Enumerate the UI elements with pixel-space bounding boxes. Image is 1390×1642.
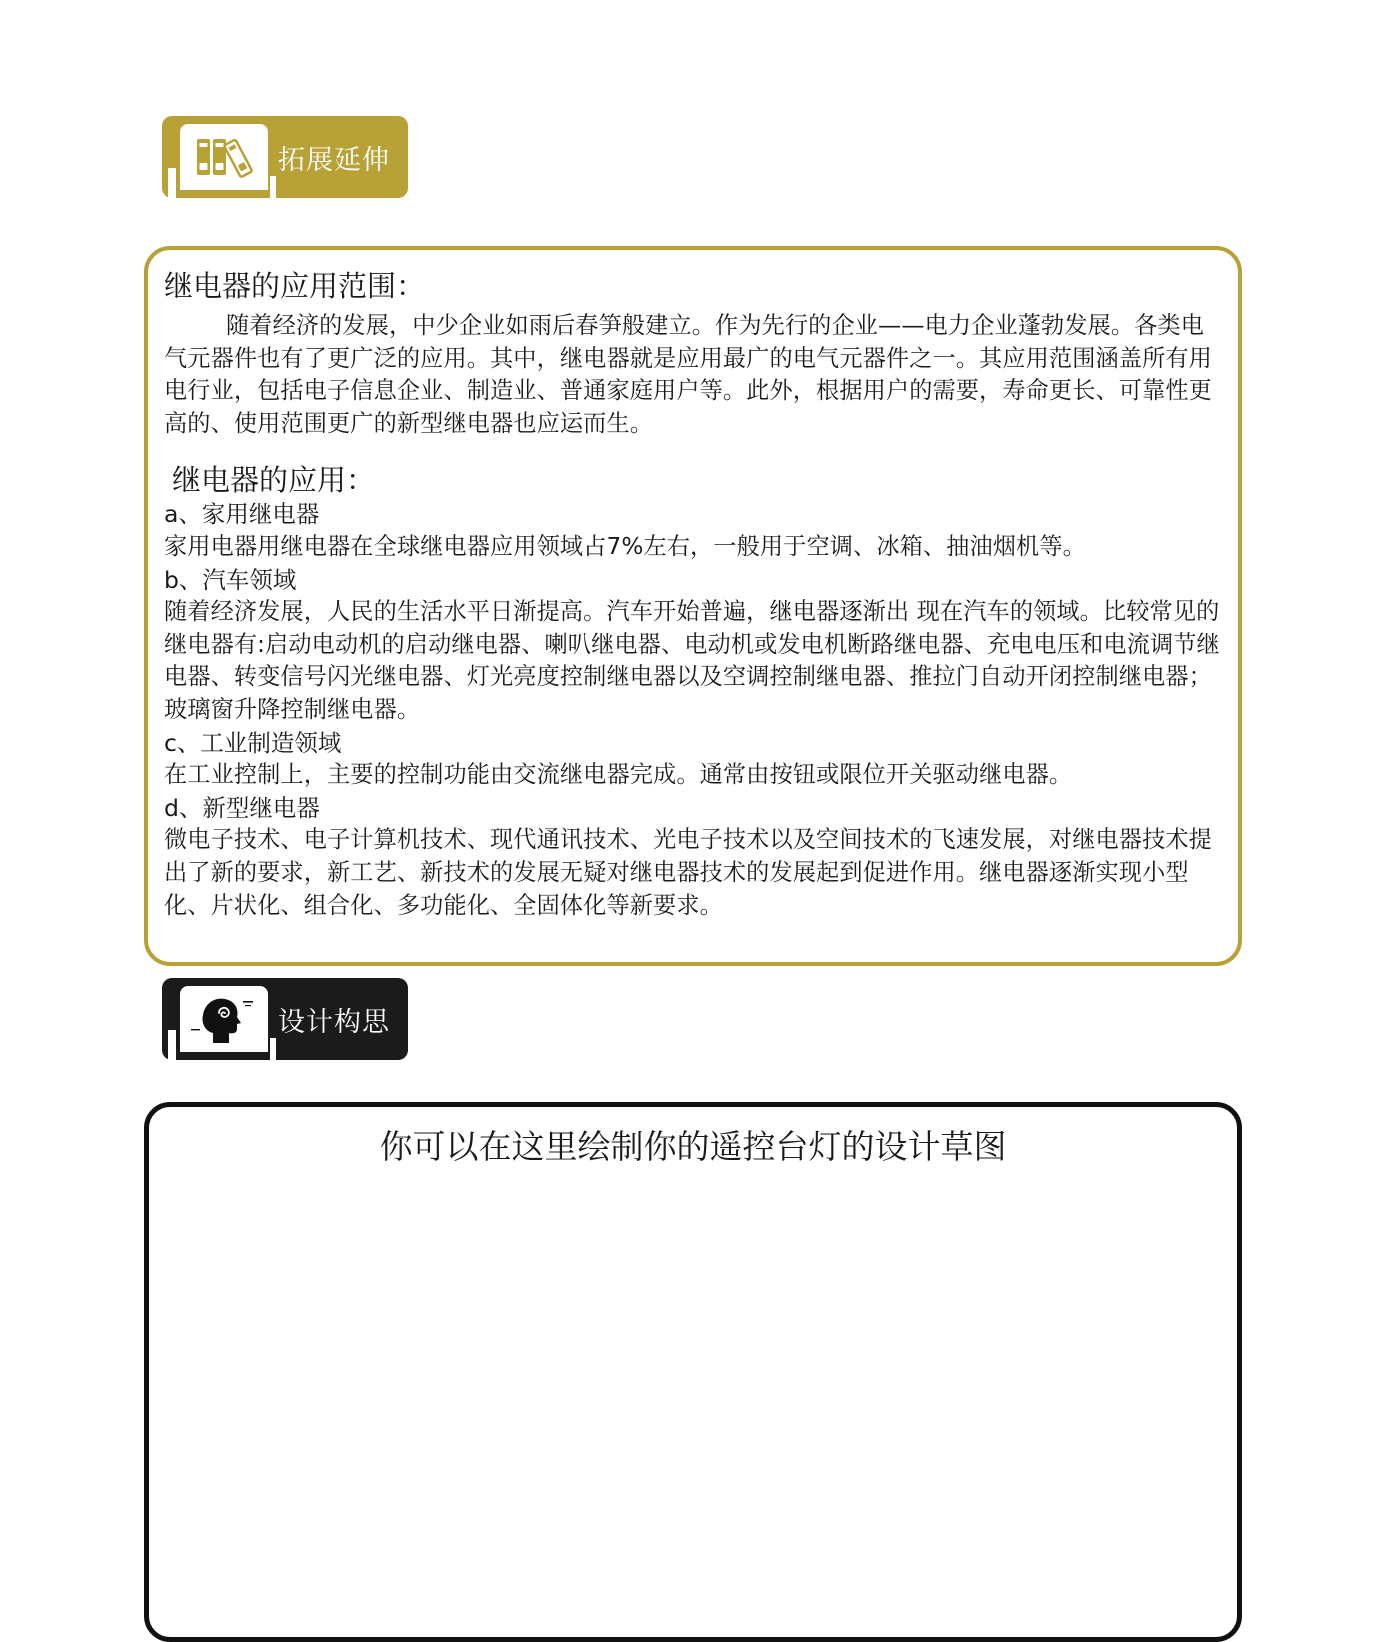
thinking-head-icon	[180, 986, 268, 1052]
books-icon	[180, 124, 268, 190]
application-title-industrial: c、工业制造领域	[164, 728, 342, 757]
extension-section-title: 拓展延伸	[278, 145, 390, 176]
application-title-home: a、家用继电器	[164, 500, 320, 529]
sketch-area-title: 你可以在这里绘制你的遥控台灯的设计草图	[379, 1127, 1007, 1166]
application-title-automotive: b、汽车领域	[164, 565, 297, 594]
scope-paragraph: 随着经济的发展，中少企业如雨后春笋般建立。作为先行的企业——电力企业蓬勃发展。各类电气元器件也有了更广泛的应用。其中，继电器就是应用最广的电气元器件之一。其应用范围涵盖所有用电行业，包括电子信息企业、制造业、普通家庭用户等。此外，根据用户的需要，寿命更长、可靠性更高的、使用范围更广的新型继电器也应运而生。	[164, 312, 1212, 437]
application-title-new-type: d、新型继电器	[164, 793, 320, 822]
application-text-industrial: 在工业控制上，主要的控制功能由交流继电器完成。通常由按钮或限位开关驱动继电器。	[164, 761, 1073, 789]
scope-heading: 继电器的应用范围：	[164, 269, 426, 303]
application-text-new-type: 微电子技术、电子计算机技术、现代通讯技术、光电子技术以及空间技术的飞速发展，对继电器技术提出了新的要求，新工艺、新技术的发展无疑对继电器技术的发展起到促进作用。继电器逐渐实现小型化、片状化、组合化、多功能化、全固体化等新要求。	[164, 826, 1212, 919]
applications-heading: 继电器的应用：	[172, 463, 376, 498]
application-text-automotive: 随着经济发展，人民的生活水平日渐提高。汽车开始普遍，继电器逐渐出 现在汽车的领域。比较常见的继电器有:启动电动机的启动继电器、喇叭继电器、电动机或发电机断路继电器、充电电压和电流调节继电器、转变信号闪光继电器、灯光亮度控制继电器以及空调控制继电器、推拉门自动开闭控制继电器；玻璃窗升降控制继电器。	[164, 598, 1220, 723]
sketch-area[interactable]	[144, 1102, 1242, 1642]
design-section-title: 设计构思	[278, 1007, 390, 1038]
relay-info-box	[144, 246, 1242, 966]
design-section-badge	[162, 978, 408, 1060]
extension-section-badge	[162, 116, 408, 198]
application-text-home: 家用电器用继电器在全球继电器应用领域占7%左右，一般用于空调、冰箱、抽油烟机等。	[164, 532, 1086, 560]
